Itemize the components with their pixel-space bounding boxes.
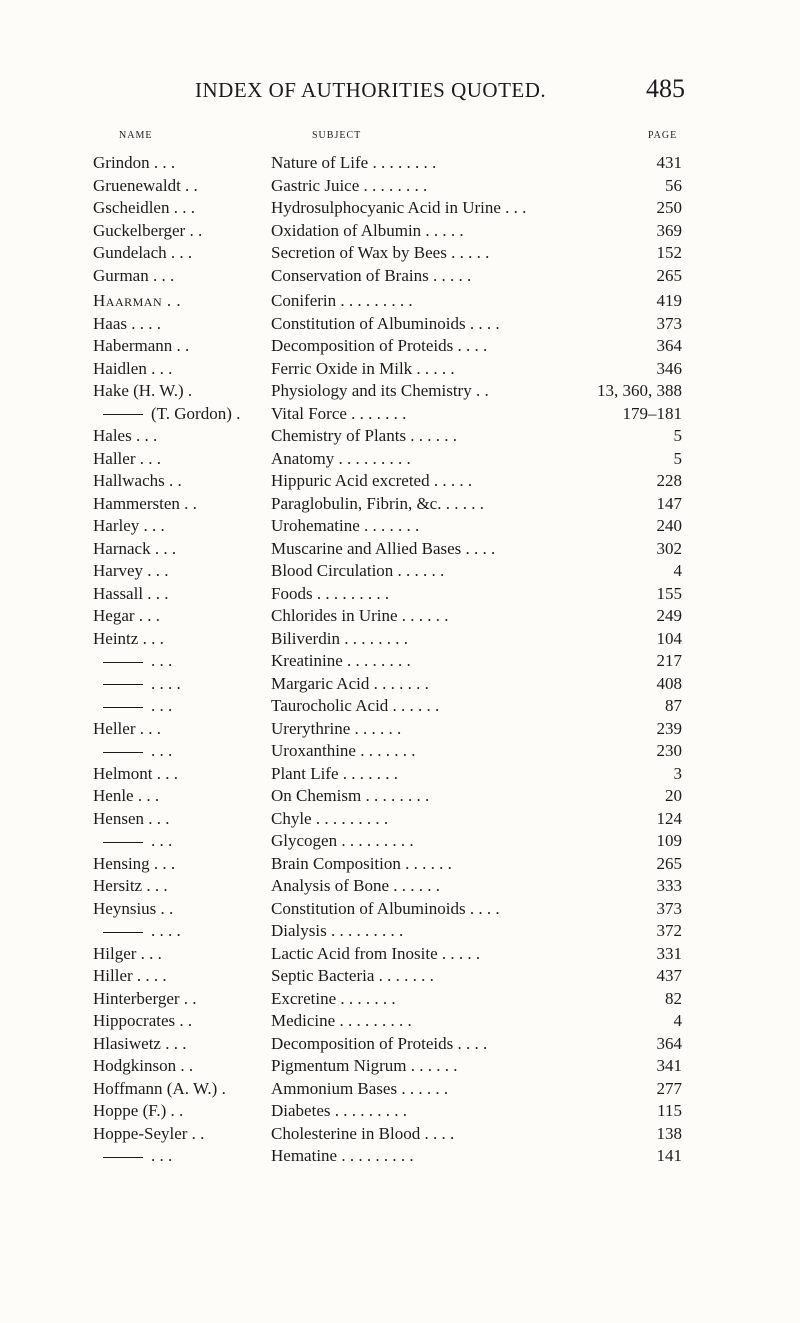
entry-page: 230 — [656, 741, 682, 760]
index-entry — [0, 1010, 800, 1033]
entry-name: Heintz . . . — [93, 628, 164, 648]
entry-name: Grindon . . . — [93, 153, 176, 172]
entry-name-text: . . . . — [151, 673, 181, 693]
entry-name — [93, 673, 181, 696]
index-entry — [0, 515, 800, 538]
index-entry — [0, 875, 800, 898]
index-entry — [0, 763, 800, 786]
entry-subject: Dialysis . . . . . . . . . — [271, 921, 404, 940]
index-entry — [0, 1123, 800, 1146]
entry-subject: Glycogen . . . . . . . . . — [271, 831, 414, 850]
index-entry — [0, 808, 800, 831]
entry-subject: Analysis of Bone . . . . . . — [271, 876, 441, 895]
page-number: 485 — [646, 74, 685, 103]
entry-subject: Excretine . . . . . . . — [271, 988, 396, 1008]
entry-page: 56 — [665, 175, 682, 195]
entry-name-text: . . . — [151, 831, 173, 850]
entry-subject: Gastric Juice . . . . . . . . — [271, 175, 428, 195]
entry-subject: Chyle . . . . . . . . . — [271, 808, 389, 828]
entry-name: Hegar . . . — [93, 606, 161, 625]
entry-subject: Hydrosulphocyanic Acid in Urine . . . — [271, 198, 527, 217]
index-entry — [0, 1033, 800, 1056]
index-entry — [0, 265, 800, 288]
index-entry — [0, 628, 800, 651]
index-entry — [0, 425, 800, 448]
entry-page: 373 — [656, 313, 682, 333]
page-title: INDEX OF AUTHORITIES QUOTED. — [195, 78, 547, 102]
entry-name: Hlasiwetz . . . — [93, 1033, 187, 1053]
entry-page: 277 — [656, 1078, 682, 1098]
entry-subject: Nature of Life . . . . . . . . — [271, 153, 437, 172]
entry-subject: Lactic Acid from Inosite . . . . . — [271, 943, 481, 963]
entry-page: 104 — [656, 628, 682, 648]
entry-subject: Constitution of Albuminoids . . . . — [271, 313, 500, 333]
index-entry — [0, 830, 800, 853]
entry-page: 369 — [656, 220, 682, 240]
entry-name-text: . . . — [151, 696, 173, 715]
entry-name — [93, 403, 240, 426]
index-entry — [0, 152, 800, 175]
index-entry — [0, 965, 800, 988]
entry-subject: Hematine . . . . . . . . . — [271, 1146, 414, 1165]
index-entry — [0, 1145, 800, 1168]
entry-subject: Taurocholic Acid . . . . . . — [271, 696, 440, 715]
entry-name — [93, 1145, 172, 1168]
entry-page: 109 — [656, 831, 682, 850]
ditto-dash — [103, 1157, 143, 1158]
entry-name: Hallwachs . . — [93, 471, 182, 490]
entry-name: Hake (H. W.) . — [93, 381, 193, 400]
entry-name: Haarman . . — [93, 291, 182, 310]
entry-page: 217 — [656, 651, 682, 670]
index-entry — [0, 650, 800, 673]
running-head — [0, 74, 800, 108]
entry-subject: Cholesterine in Blood . . . . — [271, 1123, 455, 1143]
index-entry — [0, 695, 800, 718]
entry-page: 4 — [673, 561, 682, 580]
column-header-name: NAME — [119, 130, 153, 141]
entry-subject: Plant Life . . . . . . . — [271, 763, 399, 783]
entry-subject: Oxidation of Albumin . . . . . — [271, 220, 464, 240]
entry-subject: On Chemism . . . . . . . . — [271, 786, 430, 805]
entry-subject: Urohematine . . . . . . . — [271, 516, 420, 535]
entry-subject: Uroxanthine . . . . . . . — [271, 741, 416, 760]
ditto-dash — [103, 932, 143, 933]
column-headers — [0, 130, 800, 146]
index-entry — [0, 605, 800, 628]
entry-name: Heller . . . — [93, 718, 161, 738]
entry-name: Guckelberger . . — [93, 220, 203, 240]
index-entry — [0, 175, 800, 198]
entry-page: 346 — [656, 358, 682, 378]
entry-name: Gscheidlen . . . — [93, 198, 195, 217]
ditto-dash — [103, 662, 143, 663]
entry-name: Gurman . . . — [93, 265, 175, 285]
ditto-dash — [103, 414, 143, 415]
entry-subject: Coniferin . . . . . . . . . — [271, 291, 413, 310]
entry-name: Haas . . . . — [93, 313, 161, 333]
index-entry — [0, 943, 800, 966]
entry-subject: Kreatinine . . . . . . . . — [271, 651, 411, 670]
entry-page: 364 — [656, 1033, 682, 1053]
entry-subject: Septic Bacteria . . . . . . . — [271, 966, 434, 985]
index-entry — [0, 785, 800, 808]
entry-name — [93, 920, 181, 943]
entry-subject: Paraglobulin, Fibrin, &c. . . . . . — [271, 493, 484, 513]
index-entry — [0, 1078, 800, 1101]
index-group-h — [0, 290, 800, 1168]
entry-name: Hiller . . . . — [93, 966, 167, 985]
entry-page: 249 — [656, 606, 682, 625]
entry-name: Gundelach . . . — [93, 243, 193, 262]
entry-subject: Margaric Acid . . . . . . . — [271, 673, 429, 693]
entry-page: 341 — [656, 1056, 682, 1075]
entry-page: 240 — [656, 516, 682, 535]
entry-page: 20 — [665, 786, 682, 805]
entry-page: 4 — [673, 1011, 682, 1030]
entry-name: Harnack . . . — [93, 538, 177, 558]
entry-page: 250 — [656, 198, 682, 217]
index-entry — [0, 898, 800, 921]
index-entry — [0, 220, 800, 243]
entry-page: 124 — [656, 808, 682, 828]
index-entry — [0, 853, 800, 876]
index-group-g — [0, 152, 800, 287]
entry-page: 3 — [673, 763, 682, 783]
entry-subject: Anatomy . . . . . . . . . — [271, 448, 411, 468]
index-entry — [0, 380, 800, 403]
entry-name: Hales . . . — [93, 426, 158, 445]
entry-page: 87 — [665, 696, 682, 715]
entry-page: 5 — [673, 448, 682, 468]
index-entry — [0, 197, 800, 220]
index-entry — [0, 1100, 800, 1123]
entry-page: 364 — [656, 336, 682, 355]
index-entry — [0, 403, 800, 426]
index-entry — [0, 448, 800, 471]
entry-subject: Diabetes . . . . . . . . . — [271, 1101, 407, 1120]
entry-page: 333 — [656, 876, 682, 895]
entry-page: 115 — [657, 1101, 682, 1120]
index-entry — [0, 718, 800, 741]
entry-subject: Ammonium Bases . . . . . . — [271, 1078, 449, 1098]
entry-name-text: . . . — [151, 741, 173, 760]
entry-page: 239 — [656, 718, 682, 738]
entry-page: 179–181 — [622, 403, 682, 423]
index-entry — [0, 358, 800, 381]
entry-name — [93, 740, 172, 763]
entry-subject: Ferric Oxide in Milk . . . . . — [271, 358, 455, 378]
index-entry — [0, 242, 800, 265]
index-entry — [0, 290, 800, 313]
entry-name: Habermann . . — [93, 336, 190, 355]
entry-subject: Chemistry of Plants . . . . . . — [271, 426, 458, 445]
entry-subject: Foods . . . . . . . . . — [271, 583, 390, 603]
entry-name: Hensen . . . — [93, 808, 170, 828]
entry-page: 13, 360, 388 — [597, 381, 682, 400]
entry-subject: Secretion of Wax by Bees . . . . . — [271, 243, 490, 262]
entry-name: Gruenewaldt . . — [93, 175, 198, 195]
entry-name: Haidlen . . . — [93, 358, 173, 378]
entry-page: 82 — [665, 988, 682, 1008]
entry-subject: Decomposition of Proteids . . . . — [271, 1033, 488, 1053]
index-entry — [0, 538, 800, 561]
entry-subject: Vital Force . . . . . . . — [271, 403, 407, 423]
entry-name: Hoffmann (A. W.) . — [93, 1078, 226, 1098]
entry-subject: Blood Circulation . . . . . . — [271, 561, 445, 580]
index-entry — [0, 673, 800, 696]
entry-name: Hoppe (F.) . . — [93, 1101, 184, 1120]
entry-name: Hilger . . . — [93, 943, 162, 963]
entry-subject: Chlorides in Urine . . . . . . — [271, 606, 449, 625]
entry-name: Hammersten . . — [93, 493, 197, 513]
entry-name: Harvey . . . — [93, 561, 169, 580]
index-entry — [0, 493, 800, 516]
entry-subject: Hippuric Acid excreted . . . . . — [271, 471, 473, 490]
entry-subject: Constitution of Albuminoids . . . . — [271, 898, 500, 918]
index-entry — [0, 583, 800, 606]
ditto-dash — [103, 752, 143, 753]
entry-name: Heynsius . . — [93, 898, 174, 918]
entry-page: 302 — [656, 538, 682, 558]
entry-name-text: . . . — [151, 651, 173, 670]
entry-name — [93, 695, 172, 718]
entry-name — [93, 650, 172, 673]
index-entry — [0, 335, 800, 358]
entry-page: 155 — [656, 583, 682, 603]
index-entry — [0, 313, 800, 336]
entry-name: Haller . . . — [93, 448, 161, 468]
entry-subject: Muscarine and Allied Bases . . . . — [271, 538, 496, 558]
index-entry — [0, 988, 800, 1011]
entry-name-text: (T. Gordon) . — [151, 403, 241, 423]
entry-name: Helmont . . . — [93, 763, 178, 783]
entry-name: Hoppe-Seyler . . — [93, 1123, 205, 1143]
column-header-subject: SUBJECT — [312, 130, 362, 141]
ditto-dash — [103, 684, 143, 685]
entry-subject: Urerythrine . . . . . . — [271, 718, 402, 738]
entry-page: 147 — [656, 493, 682, 513]
index-entry — [0, 470, 800, 493]
entry-name: Harley . . . — [93, 516, 165, 535]
entry-page: 408 — [656, 673, 682, 693]
ditto-dash — [103, 842, 143, 843]
entry-name: Hippocrates . . — [93, 1011, 193, 1030]
entry-page: 265 — [656, 853, 682, 873]
entry-page: 373 — [656, 898, 682, 918]
entry-page: 152 — [656, 243, 682, 262]
entry-name: Hodgkinson . . — [93, 1056, 194, 1075]
entry-name: Hassall . . . — [93, 583, 169, 603]
entry-page: 138 — [656, 1123, 682, 1143]
entry-subject: Conservation of Brains . . . . . — [271, 265, 472, 285]
entry-name-text: . . . . — [151, 921, 181, 940]
entry-page: 228 — [656, 471, 682, 490]
index-entry — [0, 920, 800, 943]
entry-page: 331 — [656, 943, 682, 963]
entry-subject: Brain Composition . . . . . . — [271, 853, 452, 873]
entry-subject: Decomposition of Proteids . . . . — [271, 336, 488, 355]
entry-page: 372 — [656, 921, 682, 940]
entry-subject: Biliverdin . . . . . . . . — [271, 628, 408, 648]
ditto-dash — [103, 707, 143, 708]
entry-page: 437 — [656, 966, 682, 985]
entry-name-text: . . . — [151, 1146, 173, 1165]
entry-name: Henle . . . — [93, 786, 160, 805]
entry-name: Hersitz . . . — [93, 876, 168, 895]
entry-page: 265 — [656, 265, 682, 285]
index-entry — [0, 740, 800, 763]
entry-subject: Pigmentum Nigrum . . . . . . — [271, 1056, 458, 1075]
entry-subject: Physiology and its Chemistry . . — [271, 381, 489, 400]
index-entry — [0, 560, 800, 583]
entry-name: Hensing . . . — [93, 853, 176, 873]
entry-subject: Medicine . . . . . . . . . — [271, 1011, 412, 1030]
entry-name — [93, 830, 172, 853]
entry-page: 5 — [673, 426, 682, 445]
entry-page: 431 — [656, 153, 682, 172]
entry-page: 141 — [656, 1146, 682, 1165]
index-entry — [0, 1055, 800, 1078]
column-header-page: PAGE — [648, 130, 678, 141]
entry-name: Hinterberger . . — [93, 988, 197, 1008]
entry-page: 419 — [656, 291, 682, 310]
